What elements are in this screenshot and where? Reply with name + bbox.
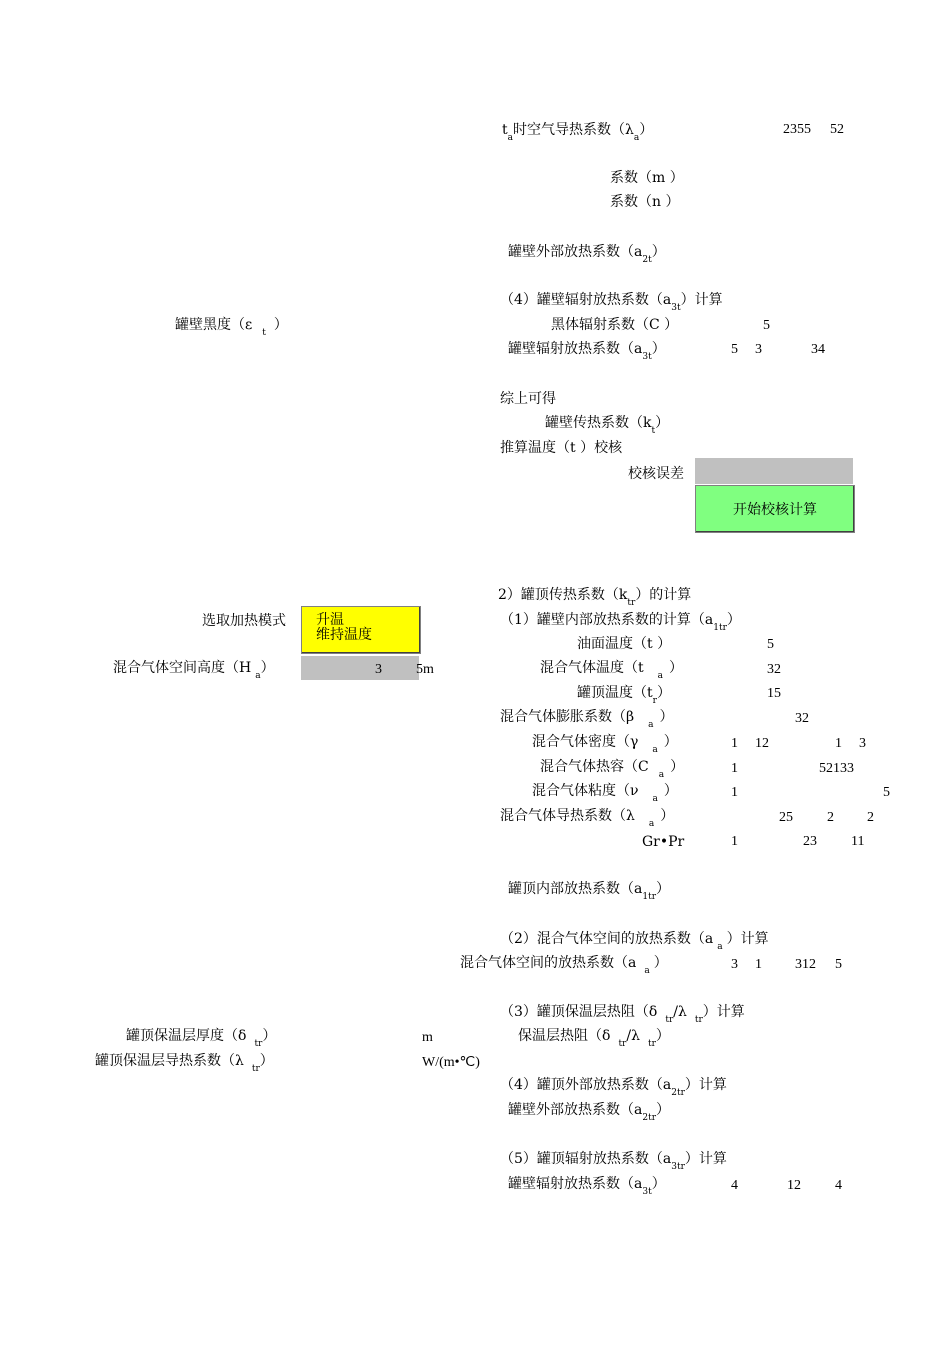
roof-inner-release-label: 罐顶内部放热系数$(a_{1tr})$	[508, 881, 671, 902]
wall-radiation-2-value-3: 4	[835, 1178, 842, 1193]
oil-temp-value: 5	[767, 637, 774, 652]
gas-expansion-value: 32	[795, 711, 809, 726]
gas-space-release-label: 混合气体空间的放热系数（a $_a$ ）	[460, 955, 668, 976]
roof-title: 2）罐顶传热系数$(k_{tr})$的计算	[498, 587, 692, 608]
heating-mode-dropdown[interactable]	[301, 606, 421, 654]
wall-radiation-value-3: 34	[811, 342, 825, 357]
air-conductivity-label: $t_a$时空气导热系数$(\lambda_a)$	[502, 122, 654, 143]
roof-section5-title: （5）罐顶辐射放热系数$(a_{3tr})$计算	[500, 1151, 727, 1172]
wall-radiation-2-value-2: 12	[787, 1178, 801, 1193]
gas-heat-capacity-value-2: 52133	[819, 761, 854, 776]
gas-heat-capacity-value-1: 1	[731, 761, 738, 776]
estimate-temp-label: 推算温度（t ）校核	[500, 440, 623, 456]
section4-title: （4）罐壁辐射放热系数$(a_{3t})$计算	[500, 292, 723, 313]
coefficient-n-label: 系数（n ）	[610, 194, 680, 210]
gas-conductivity-label: 混合气体导热系数（λ $_a$ ）	[500, 808, 675, 829]
gas-space-release-value-1: 3	[731, 957, 738, 972]
wall-outer-release-2-label: 罐壁外部放热系数$(a_{2tr})$	[508, 1102, 671, 1123]
gas-viscosity-label: 混合气体粘度（ν $_a$ ）	[532, 783, 678, 804]
gas-space-release-value-4: 5	[835, 957, 842, 972]
roof-section1-title: （1）罐壁内部放热系数的计算$(a_{1tr})$	[500, 612, 741, 633]
gas-density-value-4: 3	[859, 736, 866, 751]
summary-label: 综上可得	[500, 391, 556, 407]
heating-mode-option-1[interactable]: 升温	[316, 612, 344, 628]
wall-radiation-label: 罐壁辐射放热系数$(a_{3t})$	[508, 341, 666, 362]
roof-section3-title: （3）罐顶保温层热阻（δ $_{tr}$/λ $_{tr}$）计算	[500, 1004, 745, 1025]
roof-insulation-conductivity-unit: W/(m•℃)	[422, 1055, 480, 1070]
oil-temp-label: 油面温度（t ）	[577, 636, 672, 652]
air-conductivity-value-1: 2355	[783, 122, 811, 137]
gr-pr-value-3: 11	[851, 834, 865, 849]
air-conductivity-value-2: 52	[830, 122, 844, 137]
wall-radiation-value-1: 5	[731, 342, 738, 357]
roof-insulation-thickness-unit: m	[422, 1030, 433, 1045]
roof-insulation-thickness-label: 罐顶保温层厚度（δ $_{tr}$）	[126, 1028, 277, 1049]
gas-space-height-label: 混合气体空间高度（H $_a$）	[113, 660, 275, 681]
wall-blackness-label: 罐壁黑度（ε $_t$ ）	[175, 317, 288, 338]
heating-mode-label: 选取加热模式	[202, 613, 286, 629]
gas-density-value-2: 12	[755, 736, 769, 751]
insulation-resistance-label: 保温层热阻（δ $_{tr}$/λ $_{tr}$）	[518, 1028, 670, 1049]
roof-section4-title: （4）罐顶外部放热系数$(a_{2tr})$计算	[500, 1077, 727, 1098]
wall-radiation-2-value-1: 4	[731, 1178, 738, 1193]
gas-conductivity-value-2: 2	[827, 810, 834, 825]
check-error-label: 校核误差	[628, 466, 684, 482]
roof-temp-label: 罐顶温度$(t_r)$	[577, 685, 671, 706]
roof-section2-title: （2）混合气体空间的放热系数（a $_a$ ）计算	[500, 931, 769, 952]
gas-space-release-value-3: 312	[795, 957, 816, 972]
black-body-value: 5	[763, 318, 770, 333]
coefficient-m-label: 系数（m ）	[610, 170, 684, 186]
gas-density-value-3: 1	[835, 736, 842, 751]
roof-insulation-conductivity-label: 罐顶保温层导热系数（λ $_{tr}$）	[95, 1053, 274, 1074]
gas-heat-capacity-label: 混合气体热容（C $_a$ ）	[540, 759, 685, 780]
start-check-button[interactable]	[695, 485, 855, 533]
gas-expansion-label: 混合气体膨胀系数（β $_a$ ）	[500, 709, 674, 730]
heating-mode-option-2[interactable]: 维持温度	[316, 627, 372, 643]
check-error-cell[interactable]	[695, 458, 853, 484]
wall-radiation-2-label: 罐壁辐射放热系数$(a_{3t})$	[508, 1176, 666, 1197]
gas-space-height-value-1: 3	[375, 662, 382, 677]
wall-transfer-label: 罐壁传热系数$(k_t)$	[545, 415, 670, 436]
gas-density-value-1: 1	[731, 736, 738, 751]
gas-density-label: 混合气体密度（γ $_a$ ）	[532, 734, 678, 755]
gr-pr-label: Gr•Pr	[642, 834, 685, 850]
gas-viscosity-value-2: 5	[883, 785, 890, 800]
gas-conductivity-value-1: 25	[779, 810, 793, 825]
gas-temp-value: 32	[767, 662, 781, 677]
gas-space-height-value-2: 5m	[416, 662, 434, 677]
black-body-label: 黑体辐射系数（C ）	[551, 317, 679, 333]
start-check-button-label: 开始校核计算	[733, 502, 817, 518]
gas-space-release-value-2: 1	[755, 957, 762, 972]
gr-pr-value-2: 23	[803, 834, 817, 849]
gr-pr-value-1: 1	[731, 834, 738, 849]
gas-space-height-cell[interactable]	[301, 656, 419, 680]
gas-viscosity-value-1: 1	[731, 785, 738, 800]
wall-radiation-value-2: 3	[755, 342, 762, 357]
gas-temp-label: 混合气体温度（t $_a$ ）	[540, 660, 684, 681]
roof-temp-value: 15	[767, 686, 781, 701]
gas-conductivity-value-3: 2	[867, 810, 874, 825]
wall-outer-release-label: 罐壁外部放热系数$(a_{2t})$	[508, 244, 666, 265]
